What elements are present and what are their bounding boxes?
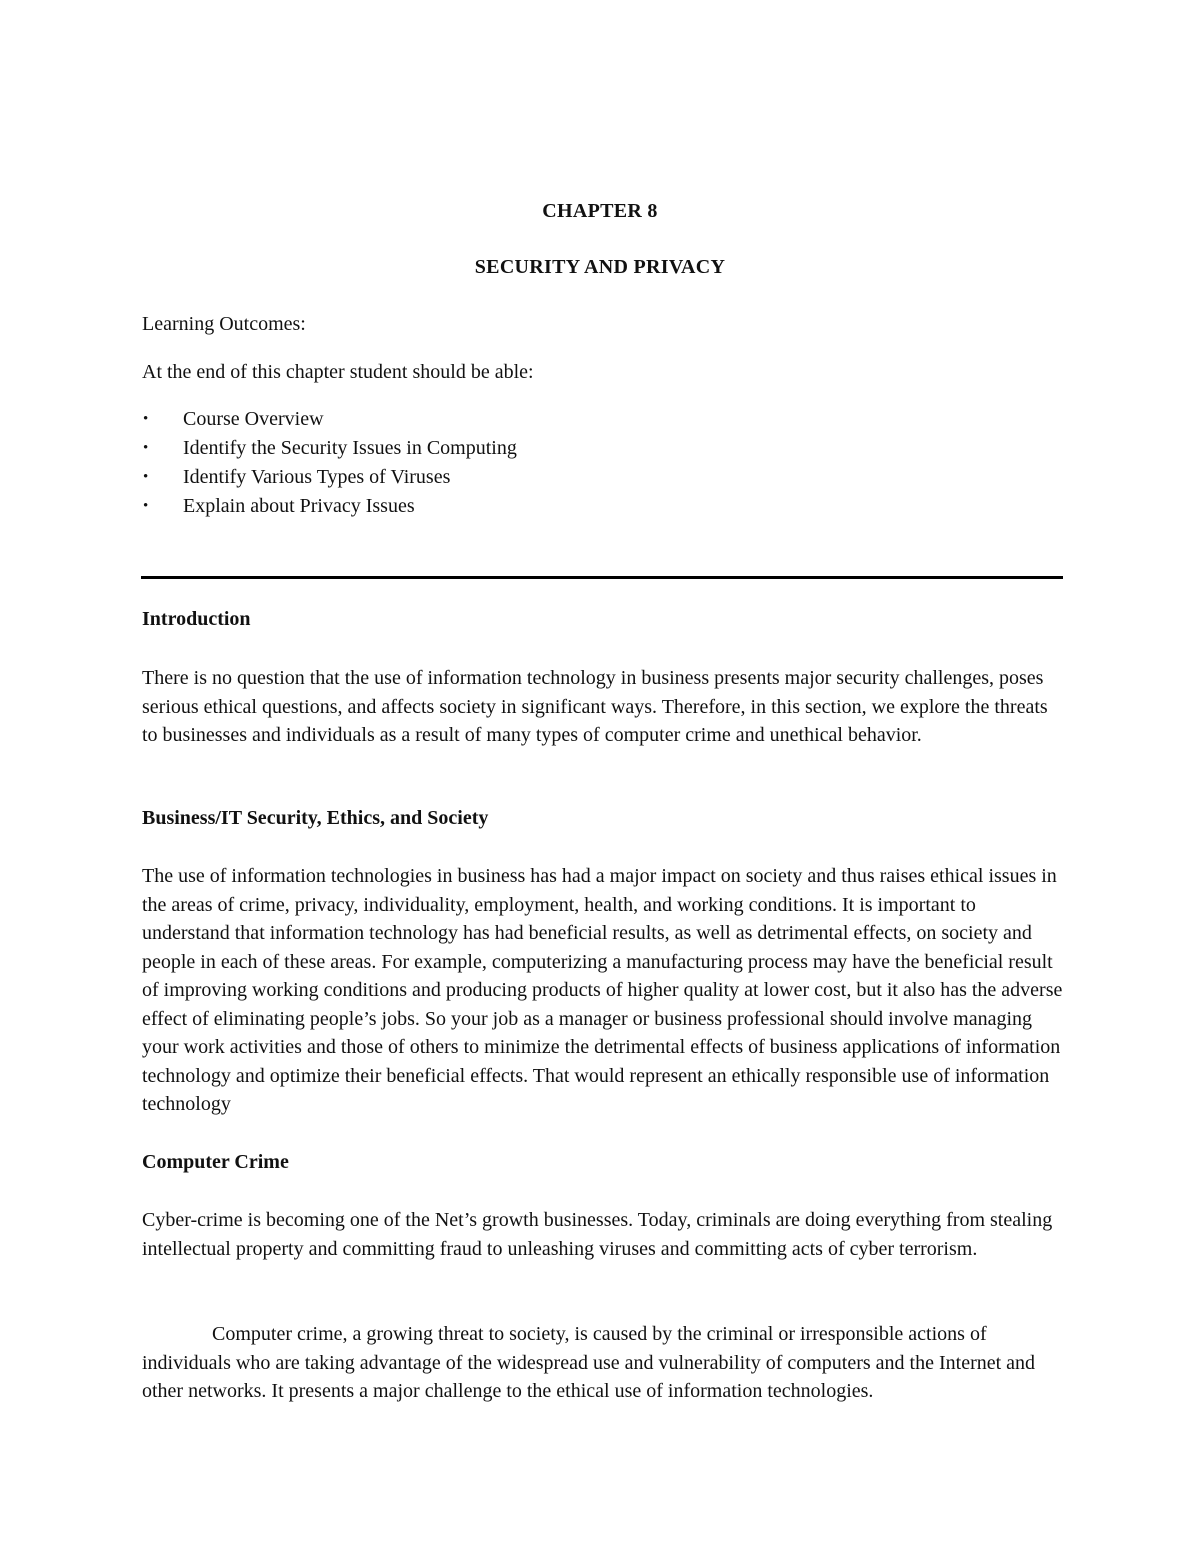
- computer-crime-heading: Computer Crime: [142, 1151, 289, 1173]
- list-item: [142, 405, 517, 434]
- list-item-text: Explain about Privacy Issues: [183, 495, 415, 517]
- introduction-heading: Introduction: [142, 608, 251, 630]
- list-item-text: Identify Various Types of Viruses: [183, 466, 451, 488]
- ethics-paragraph: The use of information technologies in business has had a major impact on society and thus raises ethical issues in the areas of crime, privacy, individuality, employment, health, and working conditions. It is important to understand that information technology has had beneficial results, as well as detrimental effects, on society and people in each of these areas. For example, computerizing a manufacturing process may have the beneficial result of improving working conditions and producing products of higher quality at lower cost, but it also has the adverse effect of eliminating people’s jobs. So your job as a manager or business professional should involve managing your work activities and those of others to minimize the detrimental effects of business applications of information technology and optimize their beneficial effects. That would represent an ethically responsible use of information technology: [142, 865, 1063, 1115]
- learning-outcomes-list: [142, 405, 517, 521]
- introduction-paragraph: There is no question that the use of information technology in business presents major security challenges, poses serious ethical questions, and affects society in significant ways. Therefore, in this section, we explore the threats to businesses and individuals as a result of many types of computer crime and unethical behavior.: [142, 667, 1048, 746]
- list-item-text: Identify the Security Issues in Computing: [183, 437, 517, 459]
- bullet-icon: •: [143, 498, 149, 514]
- bullet-icon: •: [143, 411, 149, 427]
- list-item-text: Course Overview: [183, 408, 324, 430]
- chapter-title: CHAPTER 8: [542, 200, 658, 222]
- list-item: [142, 492, 517, 521]
- section-divider: [141, 576, 1063, 579]
- list-item: [142, 434, 517, 463]
- learning-outcomes-intro: At the end of this chapter student should be able:: [142, 361, 534, 383]
- computer-crime-paragraph-1: Cyber-crime is becoming one of the Net’s growth businesses. Today, criminals are doing everything from stealing intellectual property and committing fraud to unleashing viruses and committing acts of cyber terrorism.: [142, 1209, 1053, 1260]
- chapter-subtitle: SECURITY AND PRIVACY: [474, 256, 726, 278]
- learning-outcomes-label: Learning Outcomes:: [142, 313, 306, 335]
- computer-crime-paragraph-2: Computer crime, a growing threat to society, is caused by the criminal or irresponsible actions of individuals who are taking advantage of the widespread use and vulnerability of computers and the Internet and other networks. It presents a major challenge to the ethical use of information technologies.: [142, 1323, 1036, 1402]
- ethics-heading: Business/IT Security, Ethics, and Society: [142, 807, 489, 829]
- bullet-icon: •: [143, 440, 149, 456]
- bullet-icon: •: [143, 469, 149, 485]
- list-item: [142, 463, 517, 492]
